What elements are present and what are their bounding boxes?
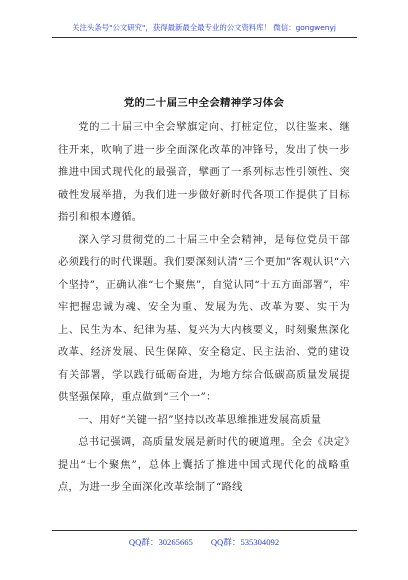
paragraph: 深入学习贯彻党的二十届三中全会精神，是每位党员干部必须践行的时代课题。我们要深刻认清“三个更加”客观认识“六个坚持”，正确认准“七个聚焦”，自觉认同“十五方面部署”，牢牢把握忠诚为魂、安全为重、发展为先、改革为要、实干为上、民生为本、纪律为基、复兴为大内核要义，时刻聚焦深化改革、经济发展、民生保障、安全稳定、民主法治、党的建设有关部署，学以践行砥砺奋进，为地方综合低碳高质量发展提供坚强保障，重点做到“三个一”： xyxy=(58,234,350,403)
document-body xyxy=(58,117,350,500)
paragraph: 总书记强调，高质量发展是新时代的硬道理。全会《决定》提出“七个聚焦”，总体上囊括了推进中国式现代化的战略重点，为进一步全面深化改革绘制了“路线 xyxy=(58,437,350,493)
header-divider xyxy=(52,37,357,38)
footer-qq-group-1: QQ群：30265665 xyxy=(128,537,193,547)
header-note: 关注头条号"公文研究"，获得最新最全最专业的公文资料库！ 微信：gongwenyj xyxy=(72,23,336,32)
footer-qq-group-2: QQ群：535304092 xyxy=(210,537,280,547)
paragraph: 党的二十届三中全会擘旗定向、打桩定位，以往鉴来、继往开来，吹响了进一步全面深化改革的冲锋号，发出了快一步推进中国式现代化的最强音，擘画了一系列标志性引领性、突破性发展举措，为我们进一步做好新时代各项工作提供了目标指引和根本遵循。 xyxy=(58,122,350,223)
footer-divider xyxy=(52,530,357,531)
footer xyxy=(0,536,408,548)
document-title: 党的二十届三中全会精神学习体会 xyxy=(123,97,285,109)
section-heading: 一、用好“关键一招”坚持以改革思维推进发展高质量 xyxy=(78,414,322,426)
